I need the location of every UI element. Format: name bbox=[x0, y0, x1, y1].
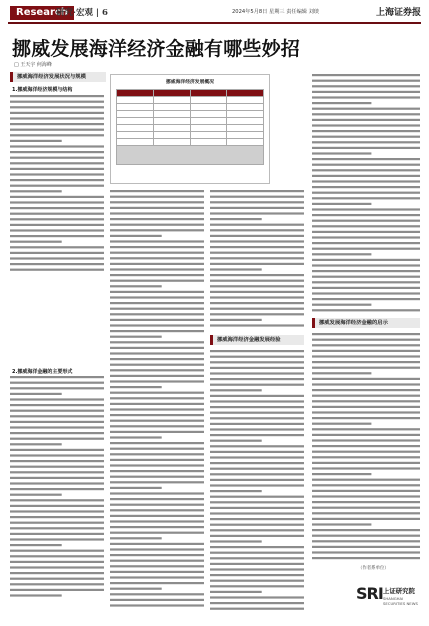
text-column-2 bbox=[110, 188, 204, 608]
institute-subtitle: SHANGHAI SECURITIES NEWS bbox=[383, 596, 418, 606]
section-heading-2: 挪威海洋经济金融发展经验 bbox=[210, 335, 304, 345]
figure-caption: 挪威海洋经济发展概况 bbox=[166, 80, 214, 85]
text-column-1 bbox=[10, 94, 104, 599]
byline: □ 王天宇 何海峰 bbox=[14, 62, 52, 68]
subhead-2: 2.挪威海洋金融的主要形式 bbox=[12, 369, 73, 375]
text-column-6 bbox=[312, 331, 420, 559]
text-column-4 bbox=[210, 348, 304, 608]
section-heading-3: 挪威发展海洋经济金融的启示 bbox=[312, 318, 420, 328]
institute-name: 上证研究院 bbox=[383, 587, 415, 595]
section-heading-1: 挪威海洋经济发展状况与规模 bbox=[10, 72, 106, 82]
header-rule bbox=[8, 22, 421, 24]
section-label: 研究·宏观 | 6 bbox=[56, 8, 108, 18]
text-column-5 bbox=[312, 72, 420, 312]
sri-logo: SRI bbox=[356, 584, 383, 603]
figure-data-table bbox=[116, 89, 264, 165]
text-column-3 bbox=[210, 188, 304, 328]
issue-date: 2024年5月8日 星期三 责任编辑 刘琰 bbox=[232, 9, 319, 15]
author-note: （作者系单位） bbox=[358, 566, 389, 571]
newspaper-name: 上海证券报 bbox=[375, 8, 421, 18]
figure-table bbox=[110, 74, 270, 184]
sri-logo-block bbox=[356, 574, 418, 620]
subhead-1: 1.挪威海洋经济规模与结构 bbox=[12, 87, 73, 93]
article-title: 挪威发展海洋经济金融有哪些妙招 bbox=[12, 38, 301, 60]
research-tag: Research bbox=[10, 6, 74, 20]
